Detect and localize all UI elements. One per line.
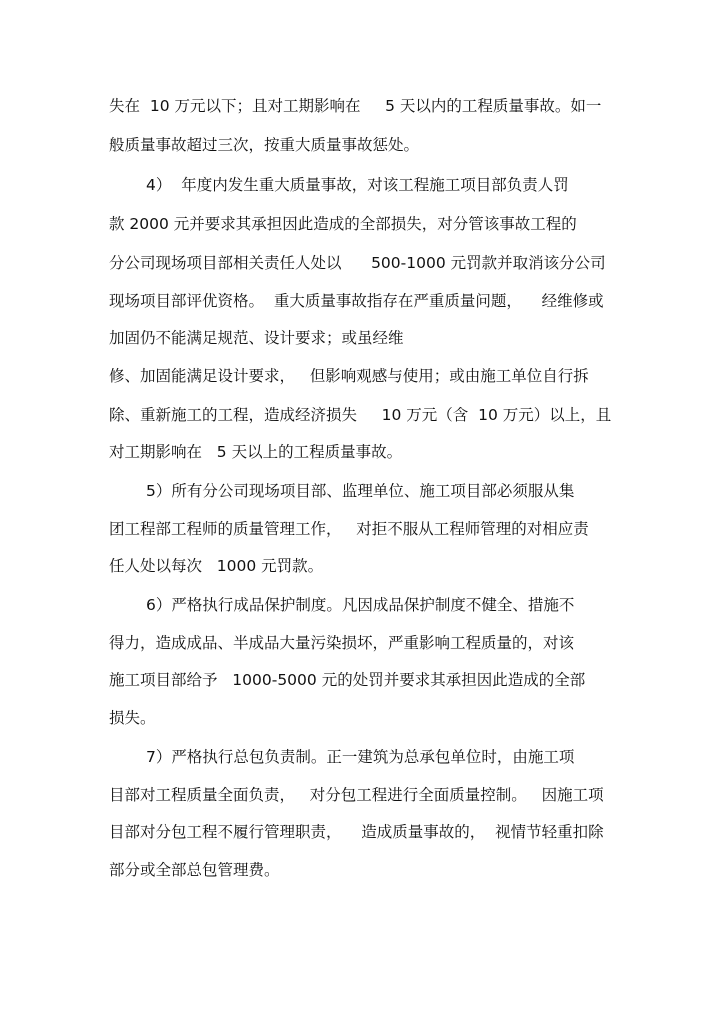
text-line: 目部对工程质量全面负责， 对分包工程进行全面质量控制。 因施工项	[109, 786, 604, 804]
text-line: 修、加固能满足设计要求， 但影响观感与使用；或由施工单位自行拆	[109, 367, 589, 385]
paragraph-4-start: 4） 年度内发生重大质量事故，对该工程施工项目部负责人罚	[146, 176, 569, 194]
paragraph-5-start: 5）所有分公司现场项目部、监理单位、施工项目部必须服从集	[146, 482, 575, 500]
text-line: 得力，造成成品、半成品大量污染损坏，严重影响工程质量的，对该	[109, 634, 575, 652]
text-line: 任人处以每次 1000 元罚款。	[109, 557, 324, 575]
text-line: 团工程部工程师的质量管理工作， 对拒不服从工程师管理的对相应责	[109, 520, 589, 538]
text-line: 失在 10 万元以下；且对工期影响在 5 天以内的工程质量事故。如一	[109, 97, 602, 115]
text-line: 加固仍不能满足规范、设计要求；或虽经维	[109, 329, 404, 347]
text-line: 施工项目部给予 1000-5000 元的处罚并要求其承担因此造成的全部	[109, 671, 586, 689]
text-line: 部分或全部总包管理费。	[109, 861, 280, 879]
text-line: 般质量事故超过三次，按重大质量事故惩处。	[109, 136, 420, 154]
text-line: 对工期影响在 5 天以上的工程质量事故。	[109, 443, 403, 461]
text-line: 目部对分包工程不履行管理职责， 造成质量事故的， 视情节轻重扣除	[109, 823, 604, 841]
paragraph-7-start: 7）严格执行总包负责制。正一建筑为总承包单位时，由施工项	[146, 748, 575, 766]
paragraph-6-start: 6）严格执行成品保护制度。凡因成品保护制度不健全、措施不	[146, 596, 575, 614]
text-line: 分公司现场项目部相关责任人处以 500-1000 元罚款并取消该分公司	[109, 254, 606, 272]
text-line: 款 2000 元并要求其承担因此造成的全部损失，对分管该事故工程的	[109, 215, 577, 233]
text-line: 损失。	[109, 709, 156, 727]
text-line: 现场项目部评优资格。 重大质量事故指存在严重质量问题， 经维修或	[109, 292, 604, 310]
text-line: 除、重新施工的工程，造成经济损失 10 万元（含 10 万元）以上，且	[109, 406, 612, 424]
